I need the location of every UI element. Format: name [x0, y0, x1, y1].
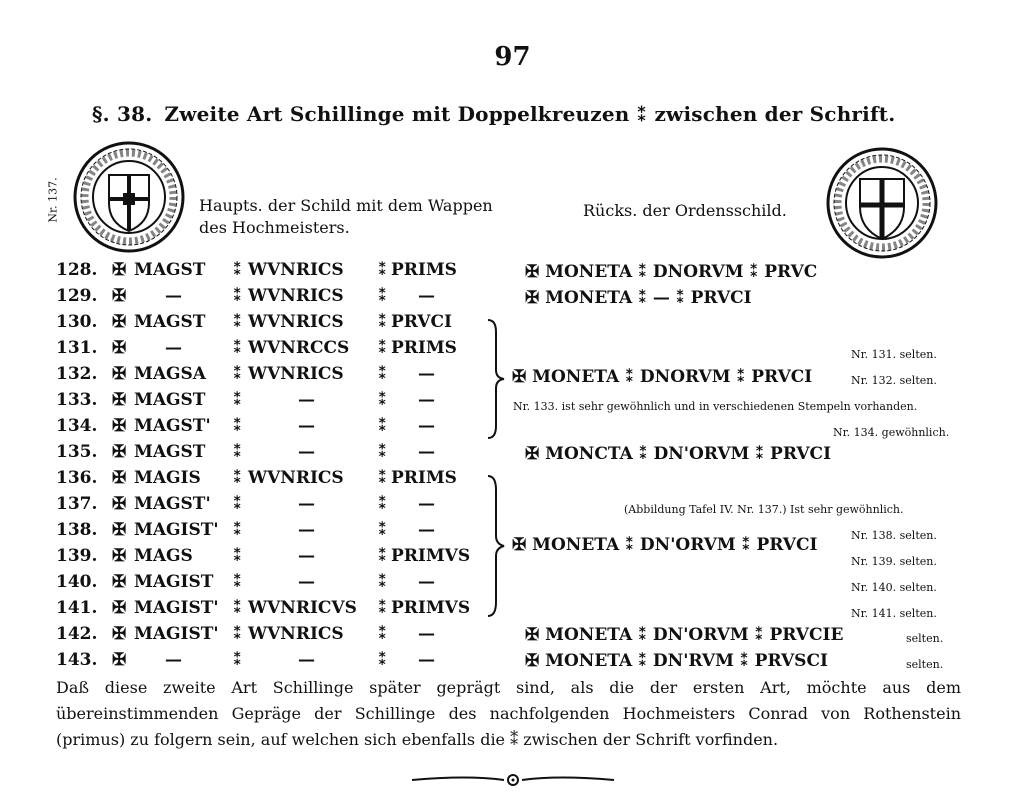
ornament-divider-icon — [408, 772, 618, 788]
separator-icon: ⁑ — [378, 260, 387, 280]
legend-part-c: — — [418, 442, 435, 462]
legend-part-b: — — [298, 546, 315, 566]
legend-part-a: MAGST' — [134, 416, 211, 436]
separator-icon: ⁑ — [233, 624, 242, 644]
legend-part-a: MAGIST' — [134, 598, 219, 618]
row-number: 130. — [56, 312, 98, 332]
row-number: 142. — [56, 624, 98, 644]
legend-part-b: WVNRICS — [248, 468, 344, 488]
separator-icon: ⁑ — [233, 338, 242, 358]
legend-part-b: — — [298, 494, 315, 514]
note-139: Nr. 139. selten. — [851, 555, 937, 568]
legend-part-a: MAGST' — [134, 494, 211, 514]
legend-part-a: MAGSA — [134, 364, 206, 384]
reverse-legend-135: ✠ MONCTA ⁑ DN'ORVM ⁑ PRVCI — [525, 444, 832, 464]
note-137: (Abbildung Tafel IV. Nr. 137.) Ist sehr gewöhnlich. — [624, 503, 904, 516]
separator-icon: ⁑ — [233, 260, 242, 280]
note-133: Nr. 133. ist sehr gewöhnlich und in verschiedenen Stempeln vorhanden. — [513, 400, 918, 413]
reverse-legend-129: ✠ MONETA ⁑ — ⁑ PRVCI — [525, 288, 752, 308]
legend-part-a: MAGST — [134, 312, 206, 332]
cross-icon: ✠ — [112, 286, 127, 306]
reverse-legend-128: ✠ MONETA ⁑ DNORVM ⁑ PRVC — [525, 262, 818, 282]
cross-icon: ✠ — [112, 416, 127, 436]
cross-icon: ✠ — [112, 390, 127, 410]
row-number: 133. — [56, 390, 98, 410]
legend-part-b: — — [298, 572, 315, 592]
legend-part-b: WVNRICS — [248, 364, 344, 384]
row-number: 136. — [56, 468, 98, 488]
legend-part-a: MAGIST' — [134, 520, 219, 540]
page-number: 97 — [494, 42, 531, 72]
section-number: §. 38. — [92, 102, 153, 126]
reverse-legend-142: ✠ MONETA ⁑ DN'ORVM ⁑ PRVCIE — [525, 625, 844, 645]
reverse-heading: Rücks. der Ordensschild. — [583, 201, 787, 220]
legend-part-b: — — [298, 442, 315, 462]
section-title: Zweite Art Schillinge mit Doppelkreuzen ⁑ zwischen der Schrift. — [164, 102, 896, 126]
row-number: 141. — [56, 598, 98, 618]
separator-icon: ⁑ — [233, 442, 242, 462]
table-row — [0, 468, 1025, 494]
table-row — [0, 442, 1025, 468]
legend-part-a: MAGST — [134, 260, 206, 280]
legend-part-c: PRIMS — [391, 260, 457, 280]
legend-part-b: — — [298, 390, 315, 410]
brace-group-1 — [484, 318, 508, 440]
row-number: 139. — [56, 546, 98, 566]
legend-part-b: — — [298, 520, 315, 540]
separator-icon: ⁑ — [378, 494, 387, 514]
row-number: 128. — [56, 260, 98, 280]
row-number: 129. — [56, 286, 98, 306]
legend-part-a: — — [165, 650, 182, 670]
row-number: 135. — [56, 442, 98, 462]
separator-icon: ⁑ — [233, 312, 242, 332]
legend-part-a: MAGIST — [134, 572, 214, 592]
separator-icon: ⁑ — [378, 312, 387, 332]
cross-icon: ✠ — [112, 650, 127, 670]
reverse-legend-group-2: ✠ MONETA ⁑ DN'ORVM ⁑ PRVCI — [512, 535, 818, 555]
note-138: Nr. 138. selten. — [851, 529, 937, 542]
legend-part-c: — — [418, 572, 435, 592]
row-number: 131. — [56, 338, 98, 358]
separator-icon: ⁑ — [233, 650, 242, 670]
reverse-legend-143: ✠ MONETA ⁑ DN'RVM ⁑ PRVSCI — [525, 651, 828, 671]
legend-part-c: PRVCI — [391, 312, 452, 332]
note-143: selten. — [906, 658, 944, 671]
legend-part-a: MAGST — [134, 442, 206, 462]
separator-icon: ⁑ — [233, 364, 242, 384]
table-row — [0, 650, 1025, 676]
legend-part-c: — — [418, 416, 435, 436]
section-heading — [92, 102, 952, 126]
legend-part-c: — — [418, 364, 435, 384]
legend-part-a: — — [165, 338, 182, 358]
row-number: 140. — [56, 572, 98, 592]
separator-icon: ⁑ — [378, 624, 387, 644]
cross-icon: ✠ — [112, 572, 127, 592]
legend-part-b: WVNRICS — [248, 286, 344, 306]
separator-icon: ⁑ — [233, 494, 242, 514]
legend-part-b: WVNRICS — [248, 624, 344, 644]
row-number: 137. — [56, 494, 98, 514]
separator-icon: ⁑ — [233, 468, 242, 488]
coin-obverse-image — [73, 141, 185, 253]
separator-icon: ⁑ — [378, 286, 387, 306]
separator-icon: ⁑ — [378, 520, 387, 540]
cross-icon: ✠ — [112, 364, 127, 384]
legend-part-a: MAGST — [134, 390, 206, 410]
cross-icon: ✠ — [112, 494, 127, 514]
legend-part-a: MAGIST' — [134, 624, 219, 644]
separator-icon: ⁑ — [233, 520, 242, 540]
separator-icon: ⁑ — [378, 364, 387, 384]
row-number: 134. — [56, 416, 98, 436]
reverse-legend-group-1: ✠ MONETA ⁑ DNORVM ⁑ PRVCI — [512, 367, 813, 387]
legend-part-b: — — [298, 416, 315, 436]
separator-icon: ⁑ — [233, 572, 242, 592]
table-row — [0, 312, 1025, 338]
separator-icon: ⁑ — [378, 468, 387, 488]
brace-group-2 — [484, 474, 508, 618]
table-row — [0, 624, 1025, 650]
row-number: 143. — [56, 650, 98, 670]
separator-icon: ⁑ — [378, 598, 387, 618]
legend-part-c: — — [418, 286, 435, 306]
legend-part-c: PRIMS — [391, 338, 457, 358]
note-134: Nr. 134. gewöhnlich. — [833, 426, 950, 439]
legend-part-b: WVNRCCS — [248, 338, 350, 358]
body-paragraph: Daß diese zweite Art Schillinge später geprägt sind, als die der ersten Art, möchte aus dem übereinstimmenden Gepräge der Schillinge des nachfolgenden Hochmeisters Conrad von Rothenstein (primus) zu folgern sein, auf welchen sich ebenfalls die ⁑ zwischen der Schrift vorfinden. — [56, 678, 961, 749]
note-131: Nr. 131. selten. — [851, 348, 937, 361]
note-132: Nr. 132. selten. — [851, 374, 937, 387]
row-number: 138. — [56, 520, 98, 540]
cross-icon: ✠ — [112, 546, 127, 566]
legend-part-c: — — [418, 494, 435, 514]
legend-part-a: MAGIS — [134, 468, 201, 488]
table-row — [0, 260, 1025, 286]
note-142: selten. — [906, 632, 944, 645]
separator-icon: ⁑ — [233, 286, 242, 306]
cross-icon: ✠ — [112, 468, 127, 488]
separator-icon: ⁑ — [233, 390, 242, 410]
table-row — [0, 286, 1025, 312]
legend-part-c: PRIMVS — [391, 598, 471, 618]
cross-icon: ✠ — [112, 312, 127, 332]
separator-icon: ⁑ — [378, 338, 387, 358]
legend-part-b: WVNRICVS — [248, 598, 357, 618]
separator-icon: ⁑ — [378, 546, 387, 566]
legend-part-a: — — [165, 286, 182, 306]
cross-icon: ✠ — [112, 260, 127, 280]
cross-icon: ✠ — [112, 598, 127, 618]
legend-part-c: — — [418, 624, 435, 644]
obverse-heading: Haupts. der Schild mit dem Wappen des Hochmeisters. — [199, 196, 493, 237]
separator-icon: ⁑ — [233, 416, 242, 436]
legend-part-b: WVNRICS — [248, 312, 344, 332]
separator-icon: ⁑ — [378, 442, 387, 462]
legend-part-c: — — [418, 520, 435, 540]
side-label: Nr. 137. — [46, 177, 60, 223]
separator-icon: ⁑ — [233, 546, 242, 566]
legend-part-c: PRIMS — [391, 468, 457, 488]
legend-part-c: PRIMVS — [391, 546, 471, 566]
coin-reverse-image — [826, 147, 938, 259]
legend-part-c: — — [418, 390, 435, 410]
row-number: 132. — [56, 364, 98, 384]
legend-part-a: MAGS — [134, 546, 193, 566]
note-140: Nr. 140. selten. — [851, 581, 937, 594]
separator-icon: ⁑ — [378, 390, 387, 410]
legend-part-b: — — [298, 650, 315, 670]
legend-part-b: WVNRICS — [248, 260, 344, 280]
separator-icon: ⁑ — [378, 572, 387, 592]
legend-part-c: — — [418, 650, 435, 670]
separator-icon: ⁑ — [378, 650, 387, 670]
cross-icon: ✠ — [112, 520, 127, 540]
separator-icon: ⁑ — [378, 416, 387, 436]
note-141: Nr. 141. selten. — [851, 607, 937, 620]
cross-icon: ✠ — [112, 624, 127, 644]
cross-icon: ✠ — [112, 442, 127, 462]
cross-icon: ✠ — [112, 338, 127, 358]
separator-icon: ⁑ — [233, 598, 242, 618]
